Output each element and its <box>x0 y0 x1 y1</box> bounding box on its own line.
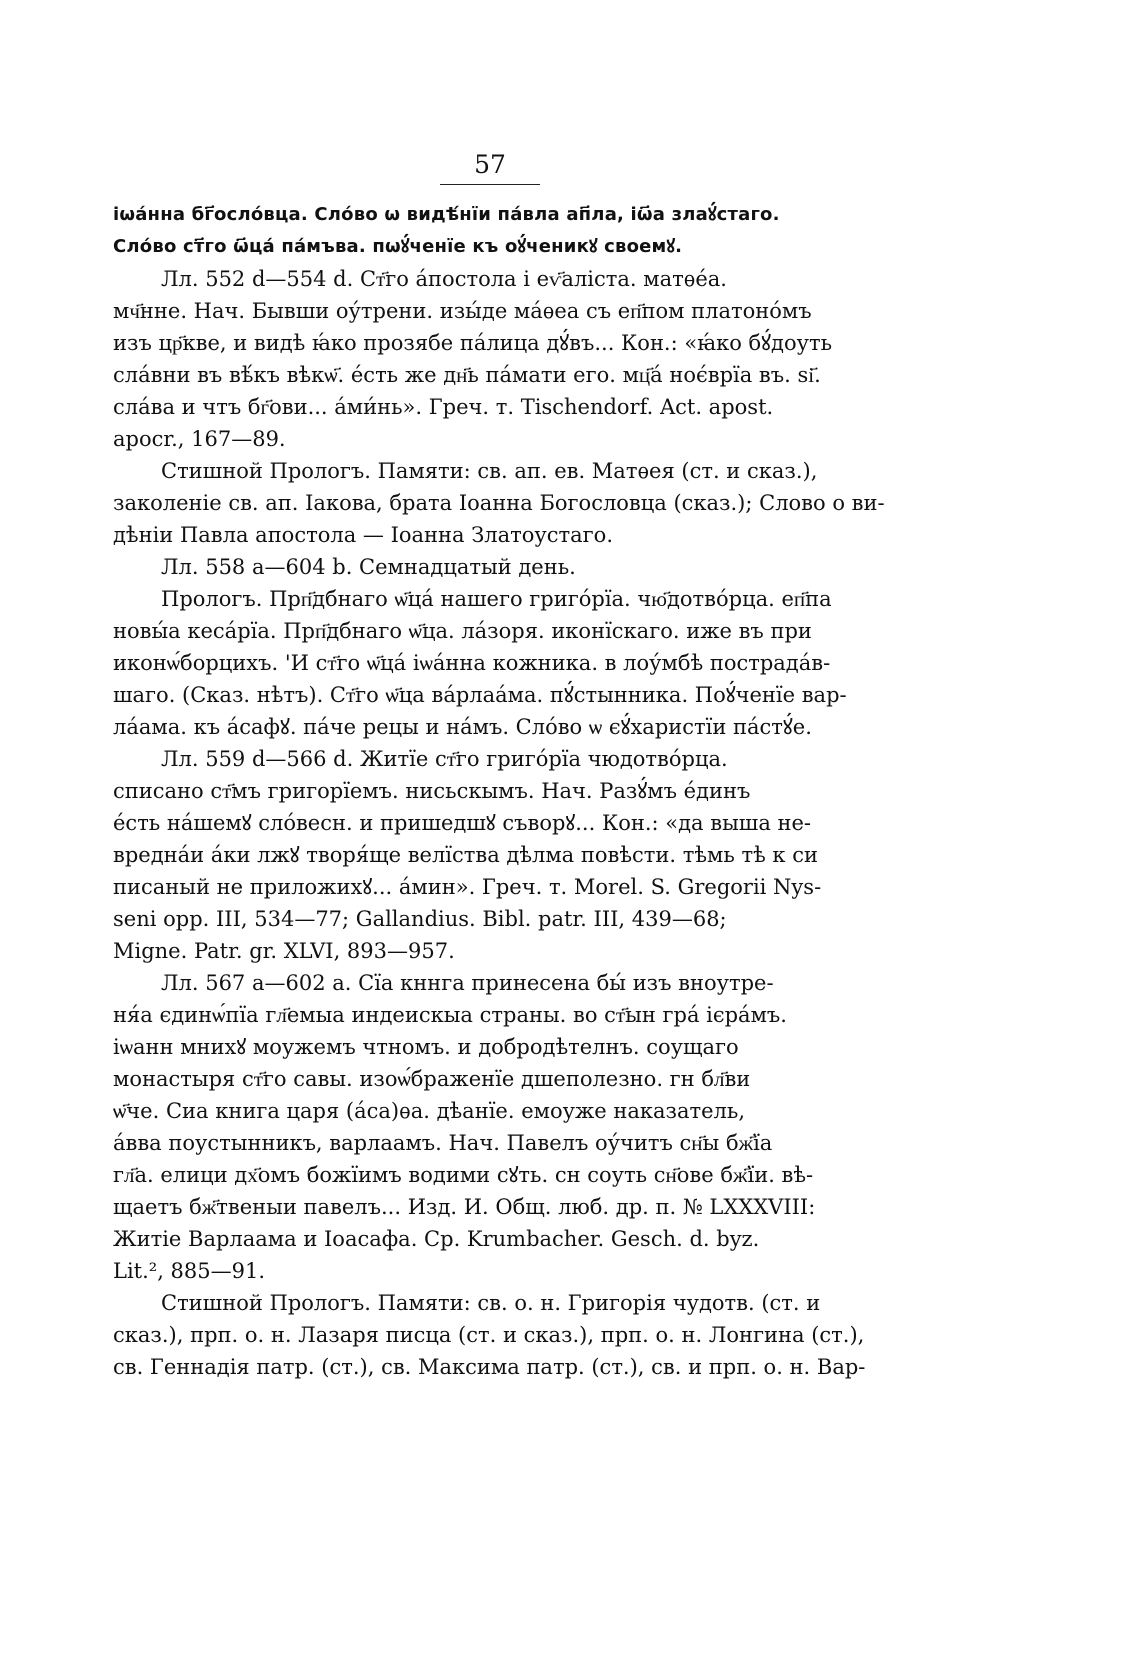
text-line: сказ.), прп. о. н. Лазаря писца (ст. и сказ.), прп. о. н. Лонгина (ст.), <box>113 1323 865 1347</box>
text-line: иконѡ́борцихъ. 'И ст҃го ѡ҃ца́ іѡа́нна кожника. в лоу́мбѣ пострада́в- <box>113 651 831 675</box>
paragraph-3 <box>113 455 1025 551</box>
text-line: мч҃нне. Нач. Бывши оу́трени. изы́де ма́ѳеа съ еп҃пом платоно́мъ <box>113 299 812 323</box>
text-line: новы́а кеса́рїа. Прп҃дбнаго ѡ҃ца. ла́зоря. иконїскаго. иже въ при <box>113 619 812 643</box>
text-line: гл҃а. елици дх҃омъ божїимъ водими сꙋть. сн соуть сн҃ове бж҃їи. вѣ- <box>113 1163 814 1187</box>
paragraph-2 <box>113 263 1025 455</box>
text-line: шаго. (Сказ. нѣтъ). Ст҃го ѡ҃ца ва́рлаа́ма. пꙋ́стынника. Поꙋ́ченїе вар- <box>113 683 847 707</box>
text-line: св. Геннадія патр. (ст.), св. Максима патр. (ст.), св. и прп. о. н. Вар- <box>113 1355 866 1379</box>
text-line: ѡ҃че. Сиа книга царя (а́са)ѳа. дѣанїе. емоуже наказатель, <box>113 1099 745 1123</box>
text-line: Lit.², 885—91. <box>113 1259 266 1283</box>
text-line: apocr., 167—89. <box>113 427 286 451</box>
text-line: seni opp. III, 534—77; Gallandius. Bibl. patr. III, 439—68; <box>113 907 727 931</box>
text-line: сла́ва и чтъ бг҃ови... а́ми́нь». Греч. т. Tischendorf. Act. apost. <box>113 395 774 419</box>
text-line: Лл. 559 d—566 d. Житїе ст҃го григо́рїа чюдотво́рца. <box>161 747 728 771</box>
text-line: монастыря ст҃го савы. изоѡ́браженїе дшеполезно. гн бл҃ви <box>113 1067 751 1091</box>
page-number: 57 <box>474 150 506 179</box>
text-line: Житіе Варлаама и Іоасафа. Ср. Krumbacher. Gesch. d. byz. <box>113 1227 760 1251</box>
text-line: списано ст҃мъ григорїемъ. нисьскымъ. Нач. Разꙋ́мъ е́динъ <box>113 779 751 803</box>
body-text <box>113 199 1025 1383</box>
text-line: писаный не приложихꙋ... а́мин». Греч. т. Morel. S. Gregorii Nys- <box>113 875 822 899</box>
paragraph-4 <box>113 551 1025 583</box>
paragraph-1 <box>113 199 1025 263</box>
text-line: вредна́и а́ки лжꙋ творя́ще велїства дѣлма повѣсти. тѣмь тѣ к си <box>113 843 818 867</box>
paragraph-5 <box>113 583 1025 743</box>
header-rule <box>440 184 540 185</box>
text-line: іѡанн мнихꙋ моужемъ чтномъ. и добродѣтелнъ. соущаго <box>113 1035 739 1059</box>
text-line: изъ цр҃кве, и видѣ ꙗ́ко прозябе па́лица дꙋ́въ... Кон.: «ꙗ́ко бꙋ́доуть <box>113 331 833 355</box>
text-line: Лл. 558 a—604 b. Семнадцатый день. <box>161 555 576 579</box>
text-line: Migne. Patr. gr. XLVI, 893—957. <box>113 939 455 963</box>
text-line: заколеніе св. ап. Іакова, брата Іоанна Богословца (сказ.); Слово о ви- <box>113 491 885 515</box>
text-line: Лл. 567 a—602 a. Сїа кннга принесена бы́ изъ вноутре- <box>161 971 774 995</box>
text-line: іѡа́нна бг҃осло́вца. Сло́во ѡ видѣ́нїи па́вла ап҃ла, іѡ҃а злаꙋ́стаго. <box>113 204 780 225</box>
text-line: Прологъ. Прп҃дбнаго ѡ҃ца́ нашего григо́рїа. чю҃дотво́рца. еп҃па <box>161 587 832 611</box>
paragraph-7 <box>113 967 1025 1287</box>
text-line: ла́ама. къ а́сафꙋ. па́че рецы и на́мъ. Сло́во ѡ єꙋ́харистїи па́стꙋ́е. <box>113 715 812 739</box>
text-line: Стишной Прологъ. Памяти: св. ап. ев. Матѳея (ст. и сказ.), <box>161 459 818 483</box>
text-line: Сло́во ст҃го ѡ҃ца́ па́мъва. пѡꙋ́ченїе къ оꙋ́ченикꙋ своемꙋ. <box>113 236 683 257</box>
text-line: дѣніи Павла апостола — Іоанна Златоустаго. <box>113 523 613 547</box>
text-line: е́сть на́шемꙋ сло́весн. и пришедшꙋ съворꙋ... Кон.: «да выша не- <box>113 811 812 835</box>
paragraph-6 <box>113 743 1025 967</box>
text-line: Лл. 552 d—554 d. Ст҃го а́постола і еѵ҃аліста. матѳе́а. <box>161 267 727 291</box>
text-line: сла́вни въ вѣ́къ вѣкѡ҃. е́сть же дн҃ь па́мати его. мц҃а́ ноє́врїа въ. ѕі҃. <box>113 363 821 387</box>
text-line: а́вва поустынникъ, варлаамъ. Нач. Павелъ оу́читъ сн҃ы бж҃їа <box>113 1131 773 1155</box>
paragraph-8 <box>113 1287 1025 1383</box>
text-line: ня́а єдинѡ́пїа гл҃емыа индеискыа страны. во ст҃ын гра́ ієра́мъ. <box>113 1003 787 1027</box>
text-line: Стишной Прологъ. Памяти: св. о. н. Григорія чудотв. (ст. и <box>161 1291 821 1315</box>
text-line: щаетъ бж҃твеныи павелъ... Изд. И. Общ. люб. др. п. № LXXXVIII: <box>113 1195 816 1219</box>
